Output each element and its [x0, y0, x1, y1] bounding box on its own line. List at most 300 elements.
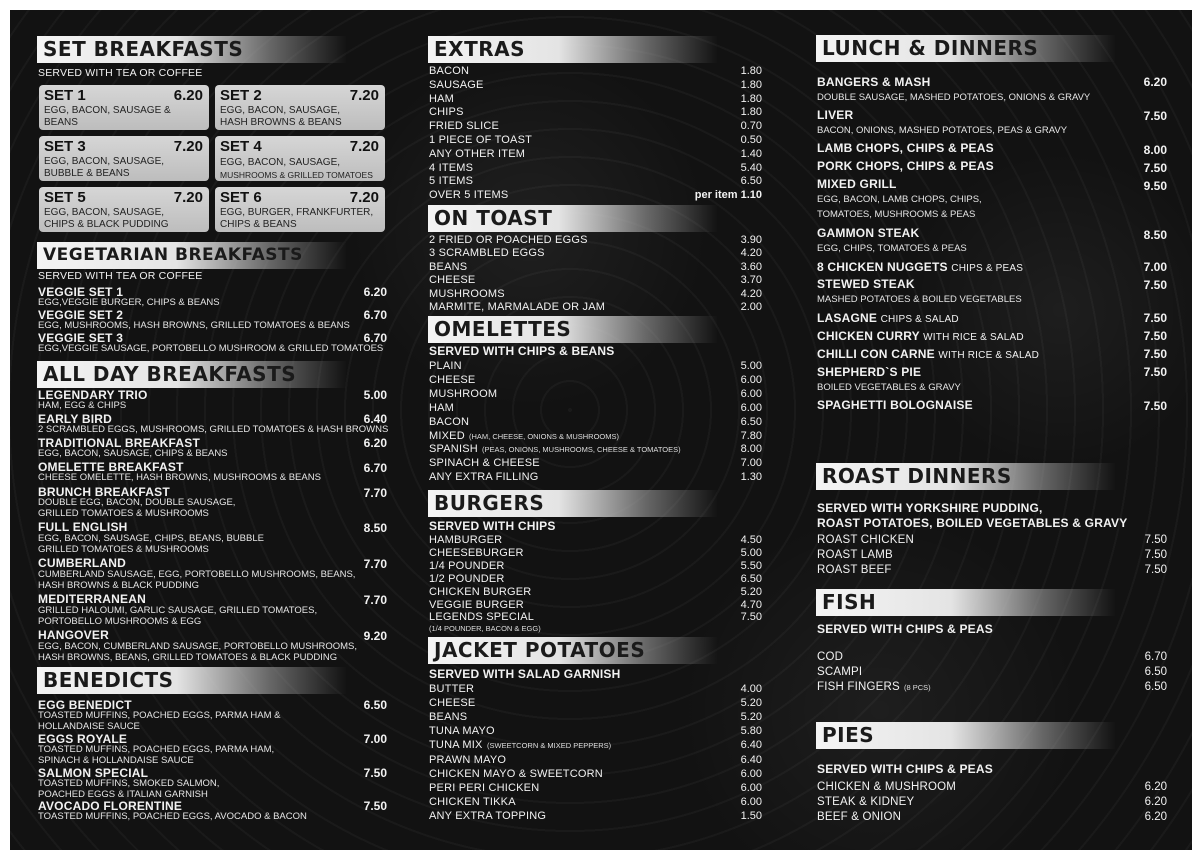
- item-name: [817, 347, 1039, 361]
- menu-row: [817, 549, 1167, 564]
- item-price: 6.00: [740, 373, 762, 386]
- section-title: ROAST DINNERS: [822, 464, 1012, 488]
- item-name: CHICKEN TIKKA: [429, 795, 516, 808]
- item-price: 6.00: [740, 387, 762, 400]
- set-name: SET 3: [44, 138, 86, 155]
- item-name: 2 FRIED OR POACHED EGGS: [429, 234, 588, 246]
- item-price: 7.50: [1143, 161, 1167, 175]
- item-name: PORK CHOPS, CHIPS & PEAS: [817, 159, 994, 173]
- item-price: 4.20: [740, 247, 762, 260]
- item-description: EGG, BACON, SAUSAGE, CHIPS & BEANS: [38, 448, 228, 459]
- menu-row: [429, 534, 762, 547]
- item-price: 9.20: [363, 629, 387, 643]
- item-description: EGG, BACON, LAMB CHOPS, CHIPS,: [817, 194, 982, 205]
- item-price: 6.00: [740, 401, 762, 414]
- item-price: 5.40: [740, 161, 762, 174]
- section-note: SERVED WITH TEA OR COFFEE: [38, 67, 203, 79]
- section-note: SERVED WITH TEA OR COFFEE: [38, 270, 203, 282]
- item-name: TUNA MIX: [429, 739, 483, 752]
- section-title: FISH: [822, 590, 877, 614]
- menu-row: [429, 120, 762, 134]
- item-description: DOUBLE EGG, BACON, DOUBLE SAUSAGE,: [38, 497, 236, 508]
- item-name: BRUNCH BREAKFAST: [38, 485, 170, 499]
- item-price: 4.00: [740, 683, 762, 695]
- menu-row: [429, 134, 762, 148]
- section-note: SERVED WITH CHIPS: [429, 519, 556, 533]
- item-price: 6.70: [1144, 651, 1167, 663]
- item-description: MASHED POTATOES & BOILED VEGETABLES: [817, 294, 1022, 305]
- section-header-on-toast: [428, 205, 718, 232]
- menu-row: [429, 768, 762, 782]
- item-name: ROAST LAMB: [817, 549, 893, 561]
- item-name: MUSHROOM: [429, 387, 498, 400]
- menu-row: [429, 457, 762, 471]
- set-desc-line: EGG, BACON, SAUSAGE,: [220, 105, 341, 116]
- item-price: 6.20: [363, 285, 387, 299]
- menu-row: [817, 681, 1167, 696]
- item-name: MIXED: [429, 429, 465, 442]
- item-name: 1/2 POUNDER: [429, 572, 505, 585]
- menu-row: [429, 430, 762, 444]
- item-name: CHICKEN & MUSHROOM: [817, 781, 957, 793]
- item-name: VEGGIE SET 3: [38, 331, 124, 345]
- item-price: 5.20: [740, 711, 762, 724]
- item-name: LEGENDARY TRIO: [38, 388, 148, 402]
- item-name: SHEPHERD`S PIE: [817, 365, 922, 379]
- section-header-fish: [816, 589, 1116, 616]
- item-name: SCAMPI: [817, 666, 863, 678]
- menu-row: [429, 796, 762, 810]
- item-name: FULL ENGLISH: [38, 520, 128, 534]
- item-description: GRILLED TOMATOES & MUSHROOMS: [38, 508, 209, 519]
- set-price: 7.20: [349, 138, 379, 155]
- item-extra: WITH RICE & SALAD: [938, 350, 1040, 361]
- item-price: 7.50: [1144, 534, 1167, 546]
- menu-row: [429, 374, 762, 388]
- set-name: SET 1: [44, 87, 86, 104]
- item-name: SAUSAGE: [429, 78, 484, 91]
- set-description: [44, 105, 171, 129]
- menu-row: [429, 175, 762, 189]
- item-description: HASH BROWNS & BLACK PUDDING: [38, 580, 199, 591]
- item-price: 7.00: [1143, 260, 1167, 274]
- set-desc-line: EGG, BACON, SAUSAGE,: [220, 157, 341, 168]
- item-name: HAM: [429, 401, 455, 414]
- item-price: 1.80: [740, 106, 762, 119]
- item-price: 6.50: [740, 572, 762, 585]
- item-name: OVER 5 ITEMS: [429, 189, 509, 202]
- menu-row: [429, 416, 762, 430]
- item-description: BOILED VEGETABLES & GRAVY: [817, 382, 961, 393]
- menu-row: [817, 781, 1167, 796]
- item-description: TOASTED MUFFINS, POACHED EGGS, PARMA HAM &: [38, 710, 281, 721]
- set-desc-line: CHIPS & BEANS: [220, 219, 297, 230]
- set-card: [215, 187, 385, 232]
- set-name: SET 6: [220, 189, 262, 206]
- menu-row: [429, 261, 762, 274]
- item-description: EGG,VEGGIE SAUSAGE, PORTOBELLO MUSHROOM & GRILLED TOMATOES: [38, 343, 384, 354]
- item-name: EARLY BIRD: [38, 412, 113, 426]
- menu-row: [429, 402, 762, 416]
- item-price: 6.70: [363, 461, 387, 475]
- item-description: EGG, BACON, CUMBERLAND SAUSAGE, PORTOBELLO MUSHROOMS,: [38, 641, 358, 652]
- item-price: 6.00: [740, 795, 762, 808]
- item-name: 3 SCRAMBLED EGGS: [429, 247, 545, 260]
- item-price: 6.20: [1143, 75, 1167, 89]
- item-price: 7.50: [363, 766, 387, 780]
- item-name: HANGOVER: [38, 628, 109, 642]
- menu-page: [10, 10, 1192, 850]
- item-price: 6.50: [363, 698, 387, 712]
- item-name: MARMITE, MARMALADE OR JAM: [429, 301, 606, 313]
- item-price: 7.50: [1143, 278, 1167, 292]
- item-name: TRADITIONAL BREAKFAST: [38, 436, 200, 450]
- menu-row: [429, 443, 762, 457]
- item-name: CHICKEN MAYO & SWEETCORN: [429, 767, 603, 780]
- section-header-all-day: [37, 361, 347, 388]
- section-header-burgers: [428, 490, 718, 517]
- set-card: [39, 85, 209, 130]
- set-name: SET 4: [220, 138, 262, 155]
- set-desc-line: BEANS: [44, 117, 78, 128]
- section-title: SET BREAKFASTS: [43, 37, 244, 61]
- menu-row: [429, 683, 762, 697]
- item-price: 1.30: [740, 471, 762, 484]
- section-header-benedicts: [37, 667, 347, 694]
- item-description: GRILLED HALOUMI, GARLIC SAUSAGE, GRILLED TOMATOES,: [38, 605, 318, 616]
- item-price: 7.80: [740, 429, 762, 442]
- item-price: 6.40: [740, 739, 762, 752]
- item-name: LIVER: [817, 108, 854, 122]
- item-price: 0.70: [740, 120, 762, 133]
- menu-row: [429, 79, 762, 93]
- item-price: 7.00: [363, 732, 387, 746]
- item-name: CHICKEN BURGER: [429, 585, 532, 598]
- item-price: 5.20: [740, 585, 762, 598]
- item-name: CHEESE: [429, 373, 476, 386]
- item-name: FISH FINGERS: [817, 681, 900, 693]
- item-price: 8.50: [1143, 228, 1167, 242]
- item-name: CHEESEBURGER: [429, 546, 524, 559]
- item-name: OMELETTE BREAKFAST: [38, 460, 184, 474]
- item-name: PLAIN: [429, 360, 462, 372]
- menu-row: [817, 651, 1167, 666]
- menu-row: [429, 189, 762, 203]
- item-subtitle: (1/4 POUNDER, BACON & EGG): [429, 624, 541, 633]
- section-header-extras: [428, 36, 718, 63]
- menu-row: [429, 234, 762, 247]
- item-price: 3.90: [740, 234, 762, 246]
- item-extra: WITH RICE & SALAD: [923, 332, 1024, 343]
- item-description: POACHED EGGS & ITALIAN GARNISH: [38, 789, 208, 800]
- item-name: FRIED SLICE: [429, 120, 500, 133]
- item-name: EGGS ROYALE: [38, 732, 128, 746]
- item-price: 1.80: [740, 65, 762, 77]
- item-name-text: CHICKEN CURRY: [817, 329, 920, 343]
- item-name: BEEF & ONION: [817, 811, 902, 823]
- item-price: 4.50: [740, 534, 762, 546]
- section-title: BENEDICTS: [43, 668, 174, 692]
- menu-row: [429, 106, 762, 120]
- menu-row: [429, 739, 762, 753]
- item-price: 6.50: [1144, 666, 1167, 678]
- item-price: 7.50: [1144, 549, 1167, 561]
- item-price: 1.50: [740, 809, 762, 822]
- item-description: EGG,VEGGIE BURGER, CHIPS & BEANS: [38, 297, 220, 308]
- item-name: CHEESE: [429, 697, 476, 710]
- set-desc-line: EGG, BACON, SAUSAGE &: [44, 105, 171, 116]
- item-price: 6.20: [1144, 781, 1167, 793]
- item-name: ANY EXTRA FILLING: [429, 471, 539, 484]
- set-desc-line: BUBBLE & BEANS: [44, 168, 130, 179]
- item-name: MIXED GRILL: [817, 177, 897, 191]
- item-price: 6.50: [740, 415, 762, 428]
- section-title: LUNCH & DINNERS: [822, 36, 1039, 60]
- menu-row: [429, 573, 762, 586]
- item-subtitle: (PEAS, ONIONS, MUSHROOMS, CHEESE & TOMATOES): [482, 445, 681, 455]
- item-name: VEGGIE SET 2: [38, 308, 124, 322]
- menu-row: [429, 274, 762, 287]
- item-name: BACON: [429, 65, 470, 77]
- item-price: 1.80: [740, 92, 762, 105]
- section-note: SERVED WITH SALAD GARNISH: [429, 667, 621, 681]
- item-name: BEANS: [429, 260, 468, 273]
- item-price: 5.80: [740, 725, 762, 738]
- set-price: 7.20: [173, 138, 203, 155]
- set-description: [220, 156, 373, 181]
- item-description: DOUBLE SAUSAGE, MASHED POTATOES, ONIONS & GRAVY: [817, 92, 1091, 103]
- menu-row: [429, 360, 762, 374]
- item-price: 8.00: [1143, 143, 1167, 157]
- item-price: 3.70: [740, 274, 762, 287]
- item-price: 8.50: [363, 521, 387, 535]
- item-price: 7.50: [363, 799, 387, 813]
- section-header-jacket: [428, 637, 718, 664]
- section-title: PIES: [822, 723, 875, 747]
- item-price: 6.70: [363, 308, 387, 322]
- item-name-text: 8 CHICKEN NUGGETS: [817, 260, 948, 274]
- section-title: ON TOAST: [434, 206, 553, 230]
- item-description: TOASTED MUFFINS, POACHED EGGS, PARMA HAM,: [38, 744, 275, 755]
- column-left: [10, 10, 410, 850]
- item-price: 5.50: [740, 559, 762, 572]
- item-description: EGG, MUSHROOMS, HASH BROWNS, GRILLED TOMATOES & BEANS: [38, 320, 350, 331]
- item-name: [817, 329, 1024, 343]
- item-name-text: CHILLI CON CARNE: [817, 347, 935, 361]
- item-description: CHEESE OMELETTE, HASH BROWNS, MUSHROOMS & BEANS: [38, 472, 321, 483]
- item-price: 7.50: [1143, 365, 1167, 379]
- menu-row: [429, 725, 762, 739]
- menu-row: [429, 388, 762, 402]
- set-description: [220, 207, 373, 231]
- item-name: VEGGIE BURGER: [429, 598, 524, 611]
- set-price: 7.20: [349, 189, 379, 206]
- set-description: [220, 105, 342, 129]
- item-name: AVOCADO FLORENTINE: [38, 799, 183, 813]
- item-name: LAMB CHOPS, CHIPS & PEAS: [817, 141, 994, 155]
- item-description: TOMATOES, MUSHROOMS & PEAS: [817, 209, 976, 220]
- set-name: SET 5: [44, 189, 86, 206]
- menu-row: [429, 810, 762, 824]
- item-name: [817, 311, 959, 325]
- item-name: MUSHROOMS: [429, 287, 505, 300]
- item-price: 5.00: [740, 360, 762, 372]
- item-description: GRILLED TOMATOES & MUSHROOMS: [38, 544, 209, 555]
- item-extra: CHIPS & PEAS: [951, 263, 1024, 274]
- set-price: 6.20: [173, 87, 203, 104]
- item-description: HAM, EGG & CHIPS: [38, 400, 127, 411]
- item-price: 5.20: [740, 697, 762, 710]
- item-price: 7.50: [1143, 311, 1167, 325]
- item-name: ROAST BEEF: [817, 564, 892, 576]
- item-price: 7.50: [1144, 564, 1167, 576]
- menu-row: [817, 564, 1167, 579]
- item-price: 1.40: [740, 147, 762, 160]
- item-price: 2.00: [740, 301, 762, 313]
- item-name: VEGGIE SET 1: [38, 285, 124, 299]
- item-price: 3.60: [740, 260, 762, 273]
- set-description: [44, 207, 168, 231]
- item-name: PERI PERI CHICKEN: [429, 781, 540, 794]
- item-name: CHEESE: [429, 274, 476, 287]
- item-price: 6.00: [740, 767, 762, 780]
- item-description: PORTOBELLO MUSHROOMS & EGG: [38, 616, 202, 627]
- item-name: SPINACH & CHEESE: [429, 457, 540, 470]
- menu-row: [429, 611, 762, 624]
- menu-row: [429, 471, 762, 485]
- column-middle: [420, 10, 800, 850]
- item-price: 0.50: [740, 134, 762, 146]
- item-name: MEDITERRANEAN: [38, 592, 146, 606]
- item-name: BUTTER: [429, 683, 475, 695]
- item-price: 8.00: [740, 443, 762, 456]
- menu-row: [429, 547, 762, 560]
- menu-row: [429, 148, 762, 162]
- set-name: SET 2: [220, 87, 262, 104]
- item-name: ANY OTHER ITEM: [429, 147, 526, 160]
- item-name: STEWED STEAK: [817, 277, 915, 291]
- set-card: [39, 136, 209, 181]
- set-desc-line: EGG, BURGER, FRANKFURTER,: [220, 207, 374, 218]
- item-price: 6.40: [740, 753, 762, 766]
- item-price: 6.00: [740, 781, 762, 794]
- item-name: BACON: [429, 415, 470, 428]
- item-price: 7.50: [1143, 109, 1167, 123]
- item-price: 9.50: [1143, 179, 1167, 193]
- item-name: ANY EXTRA TOPPING: [429, 809, 547, 822]
- section-header-omelettes: [428, 316, 718, 343]
- item-name: GAMMON STEAK: [817, 226, 920, 240]
- item-price: 7.50: [740, 611, 762, 624]
- set-desc-line: CHIPS & BLACK PUDDING: [44, 219, 169, 230]
- section-title: OMELETTES: [434, 317, 572, 341]
- set-card: [39, 187, 209, 232]
- section-note: SERVED WITH CHIPS & PEAS: [817, 622, 993, 636]
- item-name: BANGERS & MASH: [817, 75, 931, 89]
- item-name: 1/4 POUNDER: [429, 559, 505, 572]
- menu-row: [429, 599, 762, 612]
- item-name: CHIPS: [429, 106, 464, 119]
- menu-row: [429, 301, 762, 314]
- item-description: EGG, BACON, SAUSAGE, CHIPS, BEANS, BUBBLE: [38, 533, 264, 544]
- set-description: [44, 156, 164, 180]
- item-price: per item 1.10: [694, 189, 762, 202]
- section-header-vegetarian: [37, 242, 347, 269]
- item-price: 7.70: [363, 593, 387, 607]
- item-price: 6.50: [740, 175, 762, 188]
- item-price: 1.80: [740, 78, 762, 91]
- item-name: SPAGHETTI BOLOGNAISE: [817, 398, 973, 412]
- item-price: 6.70: [363, 331, 387, 345]
- item-price: 4.70: [740, 598, 762, 611]
- item-price: 7.50: [1143, 399, 1167, 413]
- item-subtitle: (SWEETCORN & MIXED PEPPERS): [487, 741, 612, 751]
- section-title: JACKET POTATOES: [434, 638, 646, 662]
- item-name: LEGENDS SPECIAL: [429, 611, 535, 624]
- section-title: VEGETARIAN BREAKFASTS: [43, 245, 303, 265]
- item-description: TOASTED MUFFINS, POACHED EGGS, AVOCADO & BACON: [38, 811, 307, 822]
- item-price: 7.70: [363, 557, 387, 571]
- item-price: 7.50: [1143, 329, 1167, 343]
- menu-row: [429, 711, 762, 725]
- set-desc-line: MUSHROOMS & GRILLED TOMATOES: [220, 170, 373, 180]
- section-note: SERVED WITH CHIPS & BEANS: [429, 344, 615, 358]
- item-name: STEAK & KIDNEY: [817, 796, 915, 808]
- item-name: EGG BENEDICT: [38, 698, 132, 712]
- menu-row: [429, 247, 762, 260]
- menu-row: [429, 782, 762, 796]
- menu-row: [817, 796, 1167, 811]
- item-description: EGG, CHIPS, TOMATOES & PEAS: [817, 243, 967, 254]
- set-desc-line: EGG, BACON, SAUSAGE,: [44, 207, 165, 218]
- item-name: HAMBURGER: [429, 534, 503, 546]
- item-name: PRAWN MAYO: [429, 753, 507, 766]
- section-note: SERVED WITH CHIPS & PEAS: [817, 762, 993, 776]
- item-subtitle: (HAM, CHEESE, ONIONS & MUSHROOMS): [469, 431, 620, 441]
- item-name: TUNA MAYO: [429, 725, 495, 738]
- menu-row: [429, 697, 762, 711]
- set-desc-line: EGG, BACON, SAUSAGE,: [44, 156, 165, 167]
- item-description: HASH BROWNS, BEANS, GRILLED TOMATOES & BLACK PUDDING: [38, 652, 338, 663]
- menu-row: [429, 65, 762, 79]
- section-note: SERVED WITH YORKSHIRE PUDDING,: [817, 501, 1043, 515]
- item-price: 5.00: [740, 546, 762, 559]
- item-name: SPANISH: [429, 443, 478, 456]
- menu-row: [429, 586, 762, 599]
- set-card: [215, 136, 385, 181]
- item-price: 6.20: [363, 436, 387, 450]
- item-price: 4.20: [740, 287, 762, 300]
- menu-row: [429, 93, 762, 107]
- item-name: HAM: [429, 92, 455, 105]
- item-name: COD: [817, 651, 844, 663]
- set-desc-line: HASH BROWNS & BEANS: [220, 117, 342, 128]
- item-name: 4 ITEMS: [429, 161, 474, 174]
- set-price: 7.20: [349, 87, 379, 104]
- section-header-roast: [816, 463, 1116, 490]
- item-description: HOLLANDAISE SAUCE: [38, 721, 140, 732]
- item-price: 6.50: [1144, 681, 1167, 693]
- menu-row: [429, 288, 762, 301]
- item-price: 6.20: [1144, 796, 1167, 808]
- item-price: 6.40: [363, 412, 387, 426]
- item-name: 1 PIECE OF TOAST: [429, 134, 533, 146]
- item-description: BACON, ONIONS, MASHED POTATOES, PEAS & GRAVY: [817, 125, 1068, 136]
- section-header-pies: [816, 722, 1116, 749]
- section-header-lunch: [816, 35, 1116, 62]
- item-description: TOASTED MUFFINS, SMOKED SALMON,: [38, 778, 220, 789]
- item-price: 7.50: [1143, 347, 1167, 361]
